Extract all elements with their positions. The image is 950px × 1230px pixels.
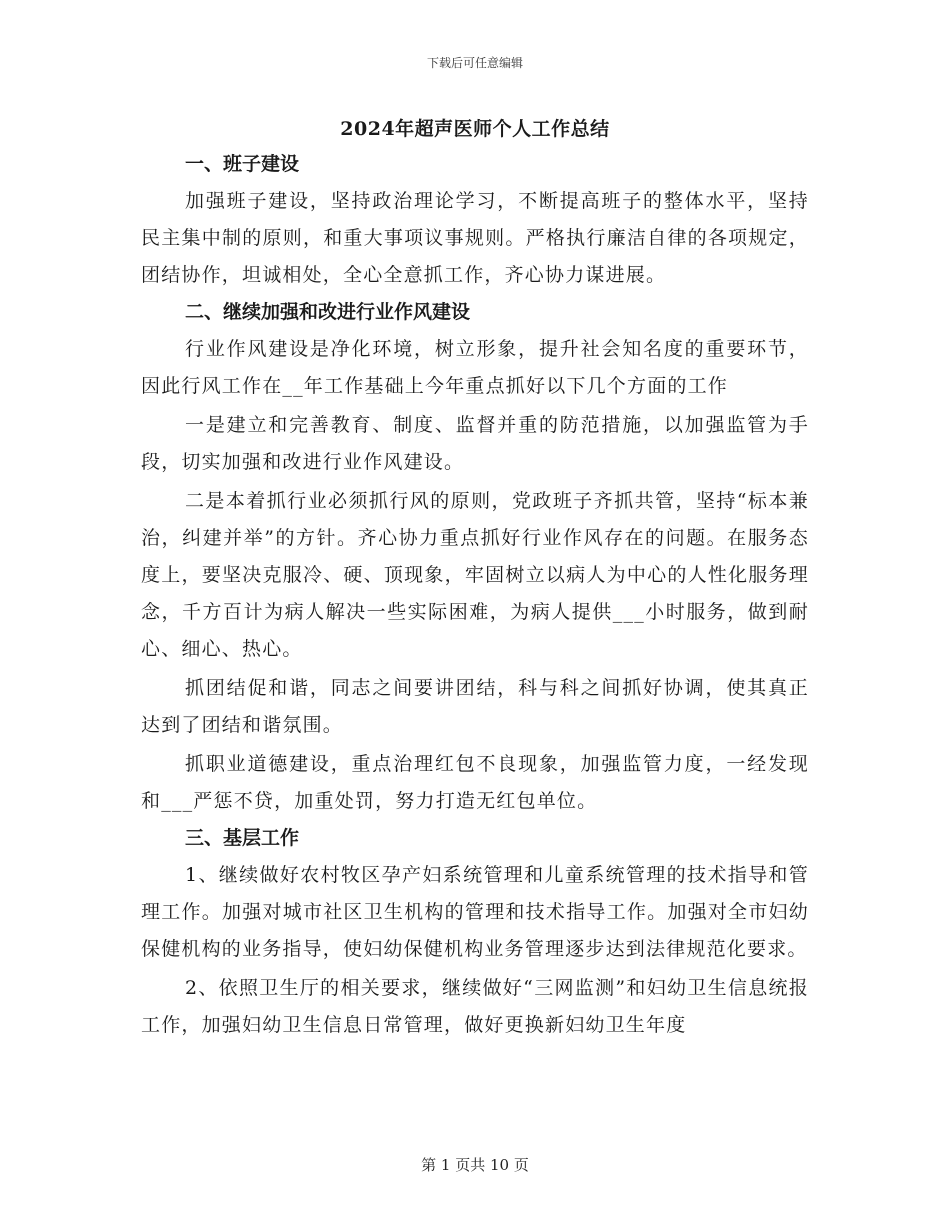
document-title: 2024年超声医师个人工作总结 [340, 118, 610, 140]
section-2-paragraph-2: 一是建立和完善教育、制度、监督并重的防范措施，以加强监管为手段，切实加强和改进行业作风建设。 [141, 414, 809, 473]
section-heading-1: 一、班子建设 [185, 153, 300, 175]
section-2-paragraph-3: 二是本着抓行业必须抓行风的原则，党政班子齐抓共管，坚持“标本兼治，纠建并举”的方针。齐心协力重点抓好行业作风存在的问题。在服务态度上，要坚决克服冷、硬、顶现象，牢固树立以病人为中心的人性化服务理念，千方百计为病人解决一些实际困难，为病人提供___小时服务，做到耐心、细心、热心。 [141, 490, 809, 660]
section-2-paragraph-1: 行业作风建设是净化环境，树立形象，提升社会知名度的重要环节，因此行风工作在__年工作基础上今年重点抓好以下几个方面的工作 [141, 338, 809, 397]
header-note: 下载后可任意编辑 [426, 56, 523, 70]
section-1-paragraph-1: 加强班子建设，坚持政治理论学习，不断提高班子的整体水平，坚持民主集中制的原则，和重大事项议事规则。严格执行廉洁自律的各项规定，团结协作，坦诚相处，全心全意抓工作，齐心协力谋进展。 [141, 190, 809, 286]
section-2-paragraph-4: 抓团结促和谐，同志之间要讲团结，科与科之间抓好协调，使其真正达到了团结和谐氛围。 [141, 677, 809, 736]
section-heading-3: 三、基层工作 [185, 827, 300, 849]
document-body [141, 112, 809, 1044]
section-heading-2: 二、继续加强和改进行业作风建设 [185, 301, 471, 323]
section-2-paragraph-5: 抓职业道德建设，重点治理红包不良现象，加强监管力度，一经发现和___严惩不贷，加重处罚，努力打造无红包单位。 [141, 753, 809, 812]
section-3-paragraph-2: 2、依照卫生厅的相关要求，继续做好“三网监测”和妇幼卫生信息统报工作，加强妇幼卫生信息日常管理，做好更换新妇幼卫生年度 [141, 977, 809, 1036]
page-number-footer: 第 1 页共 10 页 [421, 1156, 529, 1174]
section-3-paragraph-1: 1、继续做好农村牧区孕产妇系统管理和儿童系统管理的技术指导和管理工作。加强对城市社区卫生机构的管理和技术指导工作。加强对全市妇幼保健机构的业务指导，使妇幼保健机构业务管理逐步达到法律规范化要求。 [141, 864, 809, 960]
